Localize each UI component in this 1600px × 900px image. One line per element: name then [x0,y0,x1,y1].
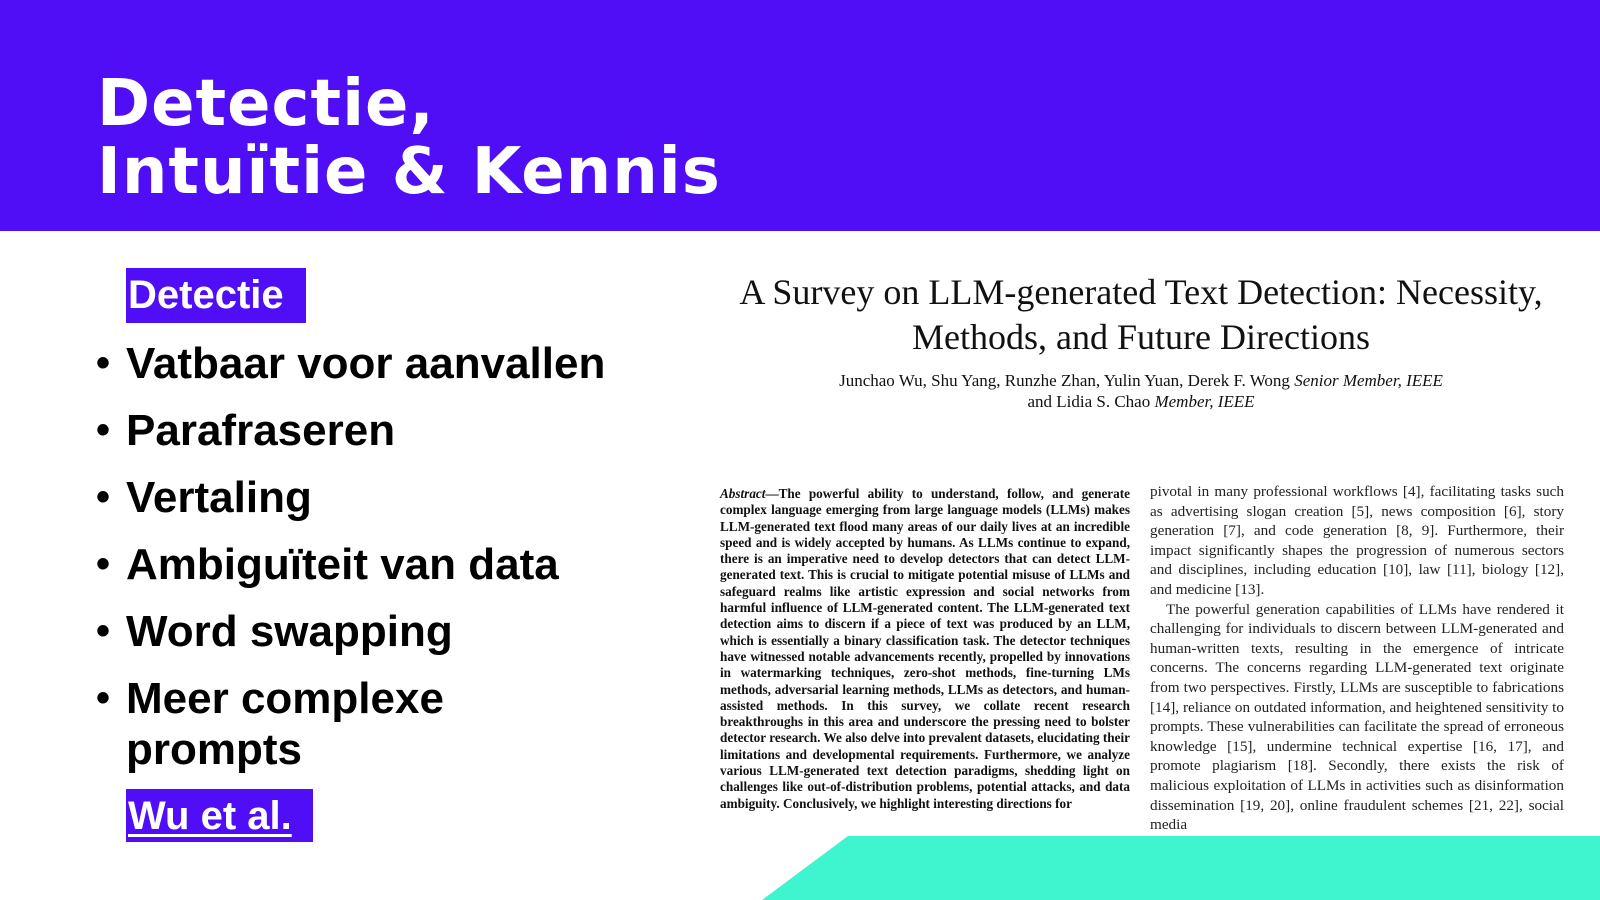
teal-shape [762,836,1600,900]
abstract-lead: Abstract [720,486,766,501]
paragraph: The powerful generation capabilities of LLMs have rendered it challenging for individuals to discern between LLM-generated and human-written texts, resulting in the emergence of intricate concerns. The concerns regarding LLM-generated text originate from two perspectives. Firstly, LLMs are susceptible to fabrications [14], reliance on outdated information, and heightened sensitivity to prompts. These vulnerabilities can facilitate the spread of erroneous knowledge [15], undermine technical expertise [16, 17], and promote plagiarism [18]. Secondly, there exists the risk of malicious exploitation of LLMs in activities such as disinformation dissemination [19, 20], online fraudulent schemes [21, 22], social media [1150,600,1564,834]
paper-authors [716,370,1566,412]
citation-link[interactable]: Wu et al. [126,789,313,842]
paper-screenshot [716,268,1566,838]
authors-names: Junchao Wu, Shu Yang, Runzhe Zhan, Yulin Yuan, Derek F. Wong [839,371,1290,390]
authors-names-2: and Lidia S. Chao [1027,392,1151,411]
paragraph: pivotal in many professional workflows [4], facilitating tasks such as advertising slogan creation [5], news composition [6], story generation [7], and code generation [8, 9]. Furthermore, their impact significantly shapes the progression of numerous sectors and disciplines, including education [10], law [11], biology [12], and medicine [13]. [1150,483,1564,598]
abstract-text: —The powerful ability to understand, follow, and generate complex language emerging from large language models (LLMs) makes LLM-generated text flood many areas of our daily lives at an incredible speed and is widely accepted by humans. As LLMs continue to expand, there is an imperative need to develop detectors that can detect LLM-generated text. This is crucial to mitigate potential misuse of LLMs and safeguard realms like artistic expression and social networks from harmful influence of LLM-generated content. The LLM-generated text detection aims to discern if a piece of text was produced by an LLM, which is essentially a binary classification task. The detector techniques have witnessed notable advancements recently, propelled by innovations in watermarking techniques, zero-shot methods, fine-turning LMs methods, adversarial learning methods, LLMs as detectors, and human-assisted methods. In this survey, we collate recent research breakthroughs in this area and underscore the pressing need to bolster detector research. We also delve into prevalent datasets, elucidating their limitations and developmental requirements. Furthermore, we analyze various LLM-generated text detection paradigms, shedding light on challenges like out-of-distribution problems, potential attacks, and data ambiguity. Conclusively, we highlight interesting directions for [720,486,1130,811]
bullet-item: • Ambiguïteit van data [96,539,605,590]
bullet-item: • Meer complexe prompts [96,673,486,775]
title-banner [0,0,1600,231]
bullet-item: • Parafraseren [96,405,605,456]
authors-role-2: Member, IEEE [1154,392,1255,411]
bullet-item: • Vatbaar voor aanvallen [96,338,605,389]
bullet-item: • Vertaling [96,472,605,523]
paper-title: A Survey on LLM-generated Text Detection: Necessity, Methods, and Future Directions [739,272,1543,357]
authors-role-1: Senior Member, IEEE [1294,371,1443,390]
section-tag: Detectie [126,268,306,323]
paper-column-2 [1150,482,1564,835]
bullet-list [96,338,605,791]
paper-abstract [720,486,1130,812]
slide-title-line-2: Intuïtie & Kennis [97,135,721,209]
bullet-item: • Word swapping [96,606,605,657]
slide-title-line-1: Detectie, [97,67,435,141]
